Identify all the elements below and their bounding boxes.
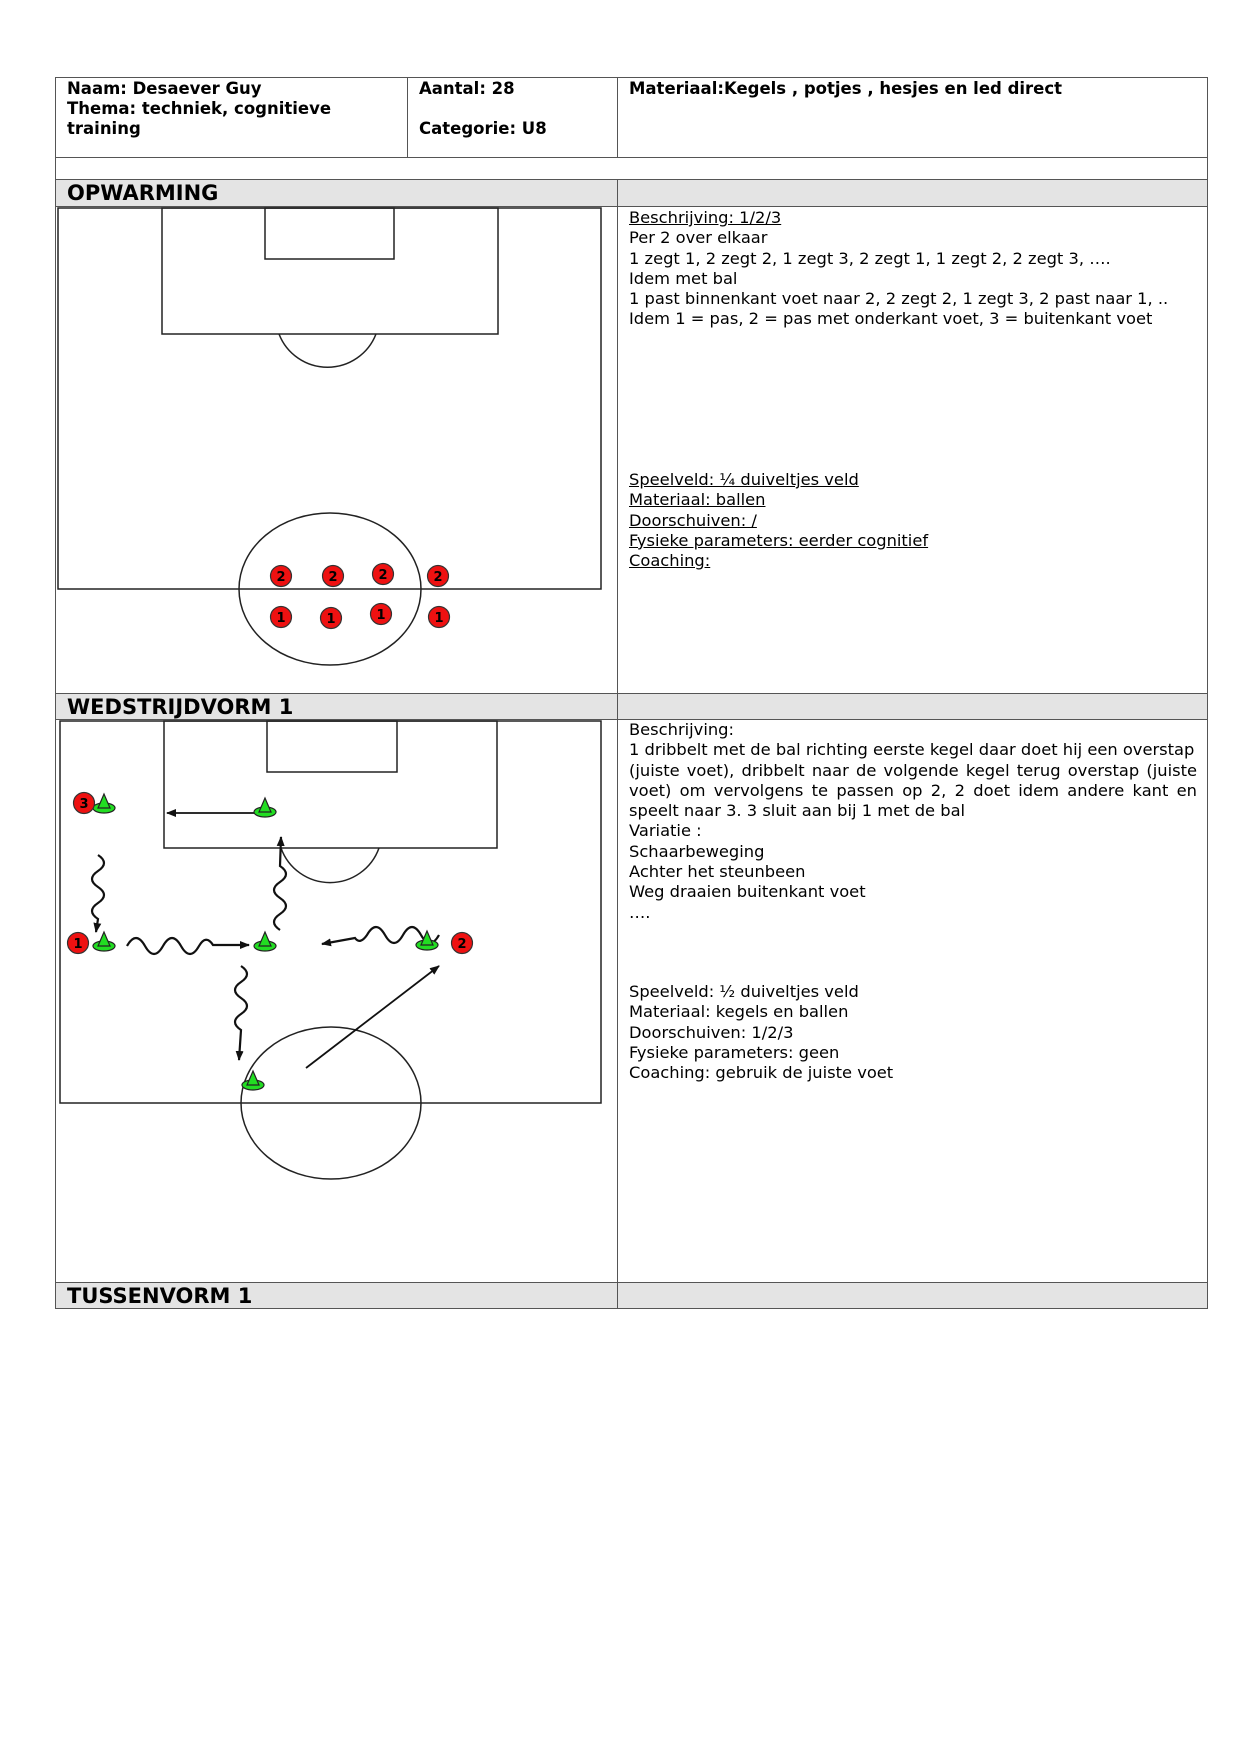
detail-speelveld: Speelveld: ½ duiveltjes veld (629, 982, 859, 1001)
detail-speelveld: Speelveld: ¼ duiveltjes veld (629, 470, 859, 489)
penalty-area (162, 208, 498, 334)
section-header-tussenvorm (55, 1282, 618, 1309)
penalty-arc (281, 848, 379, 883)
cone-icon (254, 932, 276, 951)
header-cell-name (55, 77, 408, 158)
svg-text:1: 1 (73, 937, 83, 952)
dribble-arrow (274, 837, 286, 930)
section-header-right (617, 693, 1208, 720)
section-title: WEDSTRIJDVORM 1 (67, 695, 294, 719)
svg-text:1: 1 (276, 611, 286, 626)
description-line: (juiste voet), dribbelt naar de volgende kegel terug overstap (juiste (629, 760, 1197, 780)
wedstrijdvorm-diagram-cell (55, 719, 618, 1283)
description-line: …. (629, 902, 651, 922)
wedstrijdvorm-description (629, 720, 1197, 923)
description-line: Achter het steunbeen (629, 862, 806, 882)
thema-label: Thema: techniek, cognitieve training (67, 99, 332, 138)
aantal-label: Aantal: 28 (419, 79, 515, 98)
goal-area (265, 208, 394, 259)
field-boundary (60, 721, 601, 1103)
dribble-arrow (92, 855, 104, 932)
wedstrijdvorm-details (629, 982, 893, 1083)
materiaal-label: Materiaal:Kegels , potjes , hesjes en led direct (629, 79, 1063, 98)
cone-icon (93, 794, 115, 813)
player (373, 564, 394, 585)
player (323, 566, 344, 587)
wedstrijdvorm-text-cell (617, 719, 1208, 1283)
spacer-row (55, 157, 1208, 180)
opwarming-details (629, 470, 928, 571)
description-line: speelt naar 3. 3 sluit aan bij 1 met de bal (629, 801, 966, 821)
player (74, 793, 95, 814)
cone-icon (93, 932, 115, 951)
detail-doorschuiven: Doorschuiven: 1/2/3 (629, 1022, 794, 1042)
svg-text:2: 2 (378, 568, 388, 583)
player (321, 608, 342, 629)
goal-area (267, 721, 397, 772)
description-line: Schaarbeweging (629, 841, 765, 861)
opwarming-field-diagram (56, 206, 616, 691)
penalty-area (164, 721, 497, 848)
description-line: Idem met bal (629, 268, 738, 288)
section-header-right (617, 179, 1208, 207)
section-title: OPWARMING (67, 181, 219, 205)
description-line: Idem 1 = pas, 2 = pas met onderkant voet, 3 = buitenkant voet (629, 309, 1153, 329)
svg-text:1: 1 (376, 608, 386, 623)
svg-text:2: 2 (328, 570, 338, 585)
description-line: Variatie : (629, 821, 702, 841)
detail-coaching: Coaching: (629, 551, 711, 571)
detail-fysieke-parameters: Fysieke parameters: geen (629, 1042, 840, 1062)
section-header-opwarming (55, 179, 618, 207)
opwarming-text-cell (617, 206, 1208, 694)
player (271, 607, 292, 628)
section-title: TUSSENVORM 1 (67, 1284, 253, 1308)
dribble-arrow (127, 938, 249, 954)
svg-text:3: 3 (79, 797, 89, 812)
detail-materiaal: Materiaal: kegels en ballen (629, 1002, 849, 1022)
svg-text:2: 2 (276, 570, 286, 585)
opwarming-description (629, 208, 1168, 330)
field-boundary (58, 208, 601, 589)
description-line: Beschrijving: (629, 720, 734, 739)
description-line: Per 2 over elkaar (629, 228, 768, 248)
svg-text:2: 2 (457, 937, 467, 952)
player (68, 933, 89, 954)
dribble-arrow (235, 966, 247, 1060)
svg-text:1: 1 (434, 611, 444, 626)
detail-fysieke-parameters: Fysieke parameters: eerder cognitief (629, 530, 929, 550)
pass-arrow (306, 966, 439, 1068)
detail-materiaal: Materiaal: ballen (629, 490, 766, 510)
description-line: Weg draaien buitenkant voet (629, 882, 866, 902)
detail-doorschuiven: Doorschuiven: / (629, 510, 757, 530)
description-line: 1 dribbelt met de bal richting eerste kegel daar doet hij een overstap (629, 740, 1195, 760)
description-line: 1 past binnenkant voet naar 2, 2 zegt 2, 1 zegt 3, 2 past naar 1, .. (629, 289, 1169, 309)
player (452, 933, 473, 954)
description-line: voet) om vervolgens te passen op 2, 2 doet idem andere kant en (629, 780, 1197, 800)
description-line: 1 zegt 1, 2 zegt 2, 1 zegt 3, 2 zegt 1, 1 zegt 2, 2 zegt 3, …. (629, 248, 1111, 268)
section-header-right (617, 1282, 1208, 1309)
player (429, 607, 450, 628)
player (371, 604, 392, 625)
player (428, 566, 449, 587)
header-cell-aantal (407, 77, 618, 158)
penalty-arc (279, 334, 376, 367)
opwarming-diagram-cell (55, 206, 618, 694)
description-line: Beschrijving: 1/2/3 (629, 208, 782, 227)
detail-coaching: Coaching: gebruik de juiste voet (629, 1063, 894, 1083)
cone-icon (254, 798, 276, 817)
player (271, 566, 292, 587)
section-header-wedstrijdvorm (55, 693, 618, 720)
svg-text:1: 1 (326, 612, 336, 627)
wedstrijdvorm-field-diagram (56, 719, 616, 1281)
naam-label: Naam: Desaever Guy (67, 79, 262, 98)
header-cell-materiaal (617, 77, 1208, 158)
svg-text:2: 2 (433, 570, 443, 585)
categorie-label: Categorie: U8 (419, 119, 547, 138)
